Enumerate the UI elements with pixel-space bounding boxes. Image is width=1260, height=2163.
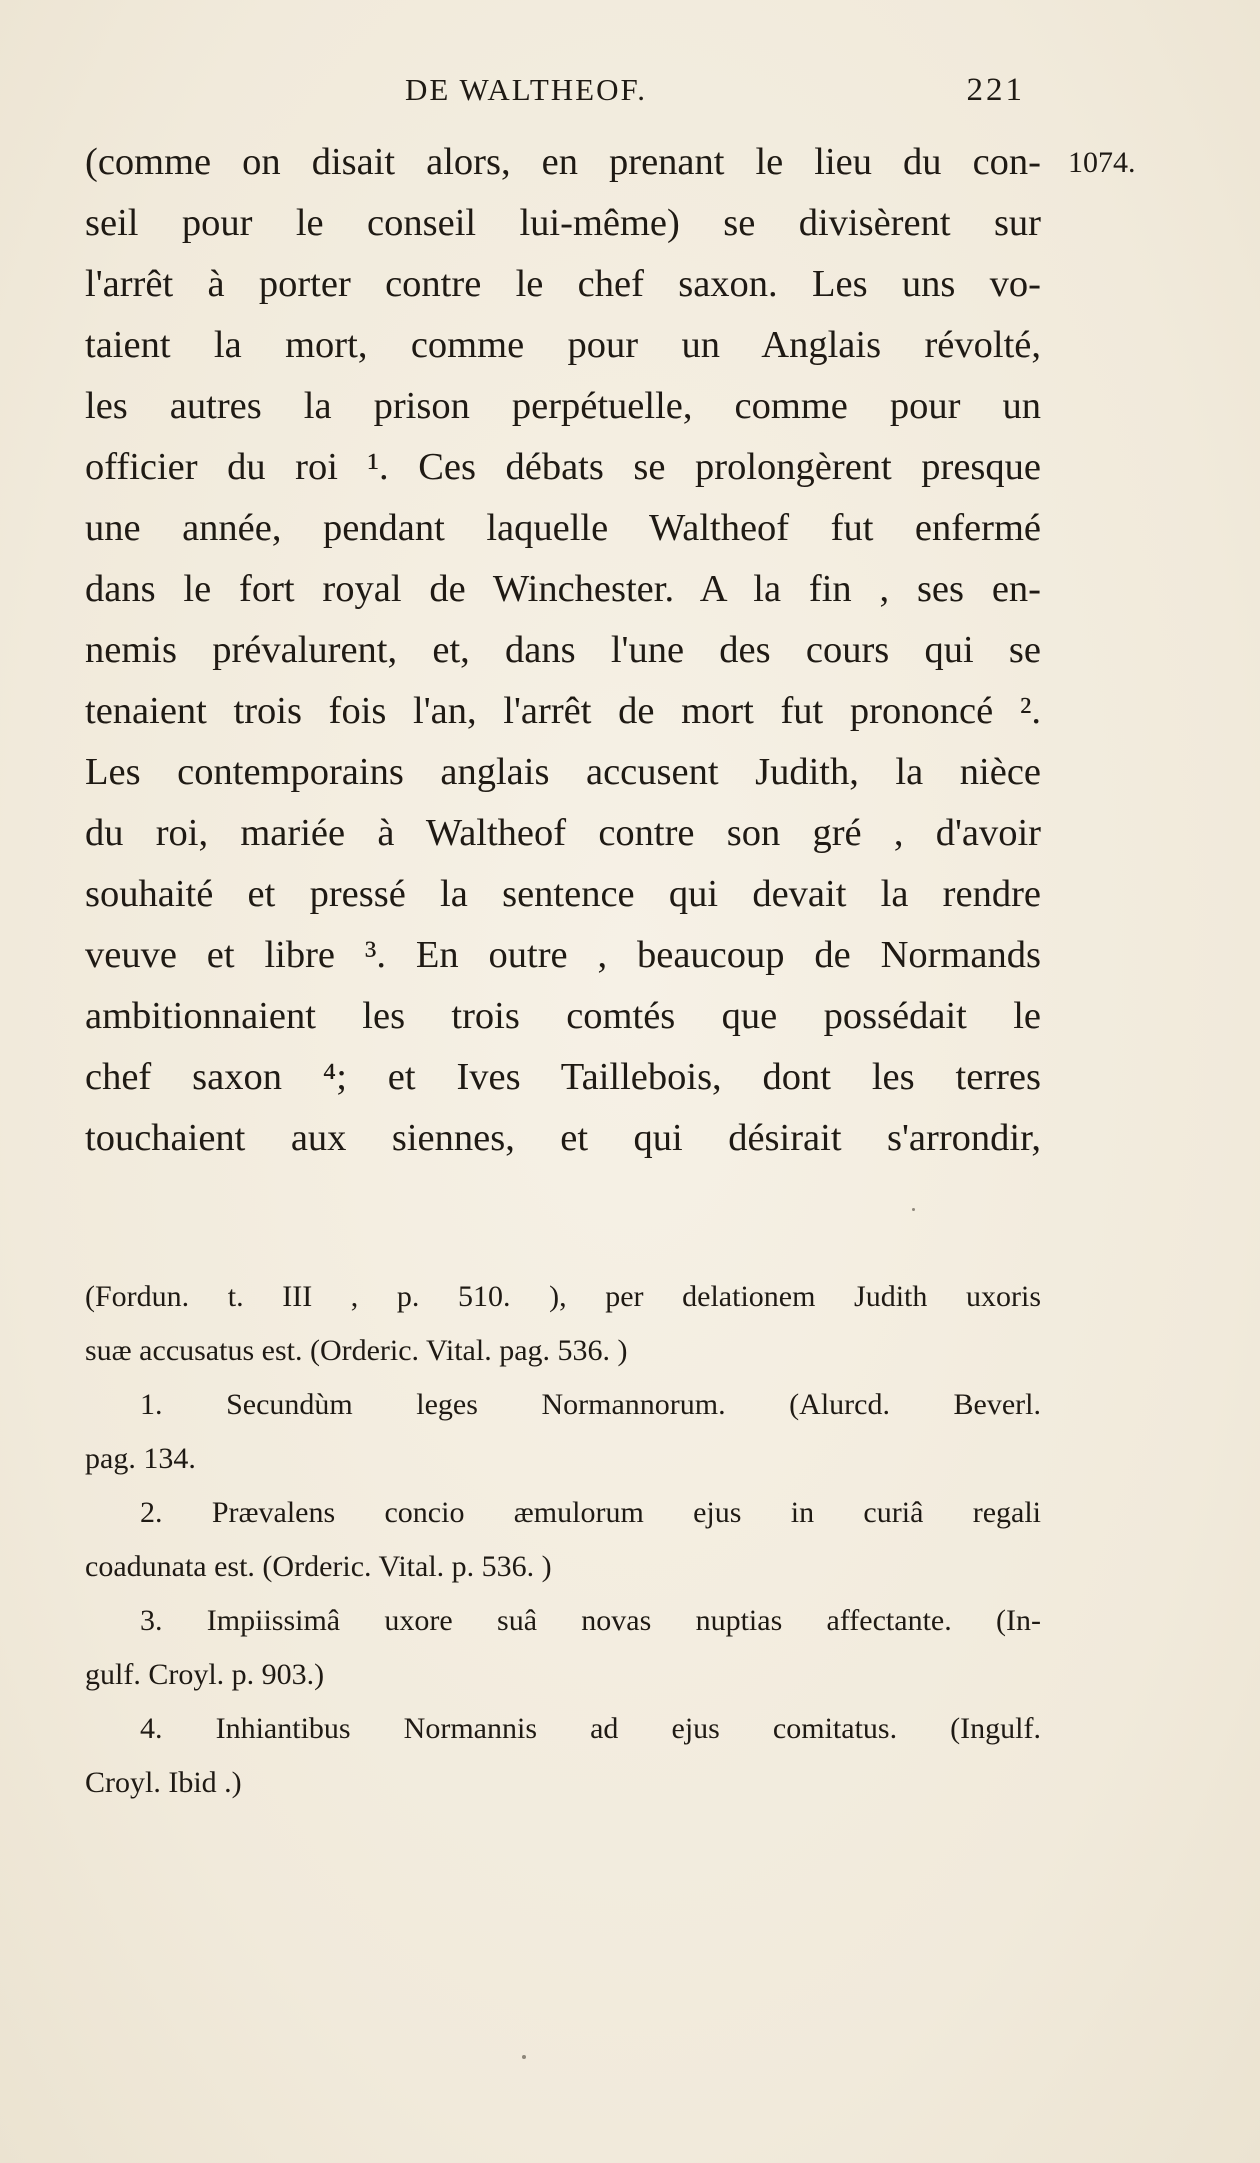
footnote-2-continued: coadunata est. (Orderic. Vital. p. 536. )	[85, 1550, 552, 1583]
footnotes	[85, 1270, 1041, 1810]
body-line: officier du roi ¹. Ces débats se prolongèrent presque	[85, 446, 1041, 488]
footnote-3: 3. Impiissimâ uxore suâ novas nuptias affectante. (In-	[140, 1604, 1041, 1637]
body-line: touchaient aux siennes, et qui désirait s'arrondir,	[85, 1117, 1041, 1159]
body-line: seil pour le conseil lui-même) se divisèrent sur	[85, 202, 1041, 244]
page-number: 221	[966, 72, 1025, 108]
body-line: taient la mort, comme pour un Anglais révolté,	[85, 324, 1041, 366]
body-line: tenaient trois fois l'an, l'arrêt de mort fut prononcé ².	[85, 690, 1041, 732]
footnote-2: 2. Prævalens concio æmulorum ejus in curiâ regali	[140, 1496, 1041, 1529]
body-line: les autres la prison perpétuelle, comme pour un	[85, 385, 1041, 427]
footnote-4-continued: Croyl. Ibid .)	[85, 1766, 242, 1799]
paper-speck	[522, 2055, 526, 2059]
footnote-1-continued: pag. 134.	[85, 1442, 196, 1475]
footnote-continuation-line: suæ accusatus est. (Orderic. Vital. pag. 536. )	[85, 1334, 628, 1367]
body-line: veuve et libre ³. En outre , beaucoup de Normands	[85, 934, 1041, 976]
body-line: chef saxon ⁴; et Ives Taillebois, dont les terres	[85, 1056, 1041, 1098]
body-line: du roi, mariée à Waltheof contre son gré , d'avoir	[85, 812, 1041, 854]
body-line: (comme on disait alors, en prenant le lieu du con-	[85, 141, 1041, 183]
footnote-1: 1. Secundùm leges Normannorum. (Alurcd. Beverl.	[140, 1388, 1041, 1421]
body-line: nemis prévalurent, et, dans l'une des cours qui se	[85, 629, 1041, 671]
footnote-continuation-line: (Fordun. t. III , p. 510. ), per delationem Judith uxoris	[85, 1280, 1041, 1313]
paper-speck	[912, 1208, 915, 1211]
footnote-3-continued: gulf. Croyl. p. 903.)	[85, 1658, 325, 1691]
body-line: dans le fort royal de Winchester. A la fin , ses en-	[85, 568, 1041, 610]
running-title: DE WALTHEOF.	[405, 72, 647, 107]
body-line: souhaité et pressé la sentence qui devait la rendre	[85, 873, 1041, 915]
footnote-4: 4. Inhiantibus Normannis ad ejus comitatus. (Ingulf.	[140, 1712, 1041, 1745]
page-header	[85, 72, 1025, 112]
margin-year-note: 1074.	[1068, 146, 1136, 179]
body-text	[85, 132, 1041, 1169]
body-line: Les contemporains anglais accusent Judith, la nièce	[85, 751, 1041, 793]
body-line: ambitionnaient les trois comtés que possédait le	[85, 995, 1041, 1037]
body-line: l'arrêt à porter contre le chef saxon. Les uns vo-	[85, 263, 1041, 305]
body-line: une année, pendant laquelle Waltheof fut enfermé	[85, 507, 1041, 549]
